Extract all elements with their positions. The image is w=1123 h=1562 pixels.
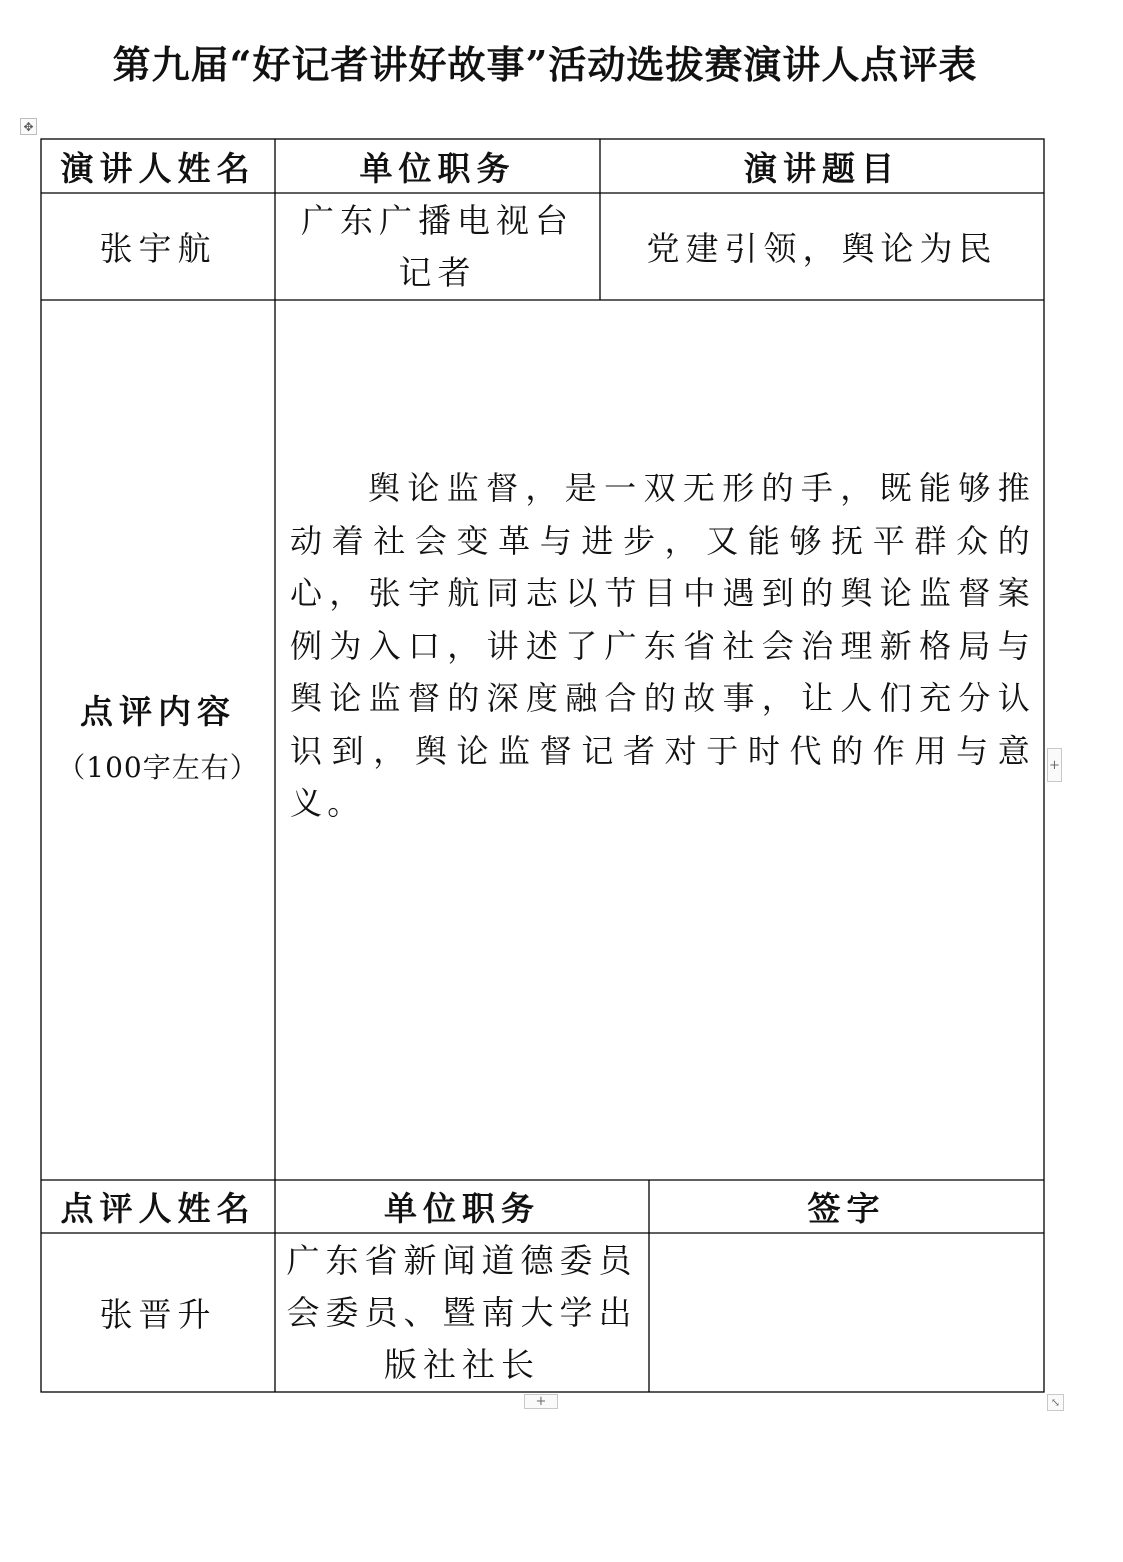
- add-row-icon[interactable]: +: [524, 1394, 558, 1409]
- speaker-unit-line1: 广东广播电视台: [301, 200, 574, 240]
- page-title: 第九届“好记者讲好故事”活动选拔赛演讲人点评表: [112, 42, 978, 87]
- review-content[interactable]: 舆论监督，是一双无形的手，既能够推动着社会变革与进步，又能够抚平群众的心，张宇航同志以节目中遇到的舆论监督案例为入口，讲述了广东省社会治理新格局与舆论监督的深度融合的故事，让人们充分认识到，舆论监督记者对于时代的作用与意义。: [290, 469, 1035, 822]
- signature-header: 签字: [807, 1189, 886, 1228]
- reviewer-unit-line2: 会委员、暨南大学出: [286, 1292, 638, 1332]
- review-sublabel: （100字左右）: [57, 751, 259, 784]
- speaker-name[interactable]: 张宇航: [99, 229, 217, 268]
- speaker-topic-header: 演讲题目: [744, 148, 900, 188]
- reviewer-unit-header: 单位职务: [384, 1189, 540, 1228]
- signature-field[interactable]: [649, 1233, 1044, 1392]
- reviewer-name[interactable]: 张晋升: [99, 1295, 217, 1334]
- review-label-cell: [41, 300, 275, 1180]
- move-icon[interactable]: ✥: [20, 118, 37, 135]
- reviewer-unit[interactable]: [275, 1233, 649, 1392]
- speaker-name-header: 演讲人姓名: [60, 148, 256, 188]
- review-label: 点评内容: [80, 692, 236, 731]
- add-column-icon[interactable]: +: [1047, 748, 1062, 782]
- speaker-unit[interactable]: [275, 193, 600, 300]
- reviewer-name-header: 点评人姓名: [60, 1189, 256, 1228]
- resize-icon[interactable]: ⤡: [1047, 1394, 1064, 1411]
- speaker-topic[interactable]: 党建引领，舆论为民: [646, 229, 998, 268]
- speaker-unit-header: 单位职务: [359, 148, 516, 188]
- reviewer-unit-line3: 版社社长: [384, 1344, 540, 1384]
- reviewer-unit-line1: 广东省新闻道德委员: [286, 1240, 638, 1280]
- speaker-unit-line2: 记者: [398, 252, 477, 292]
